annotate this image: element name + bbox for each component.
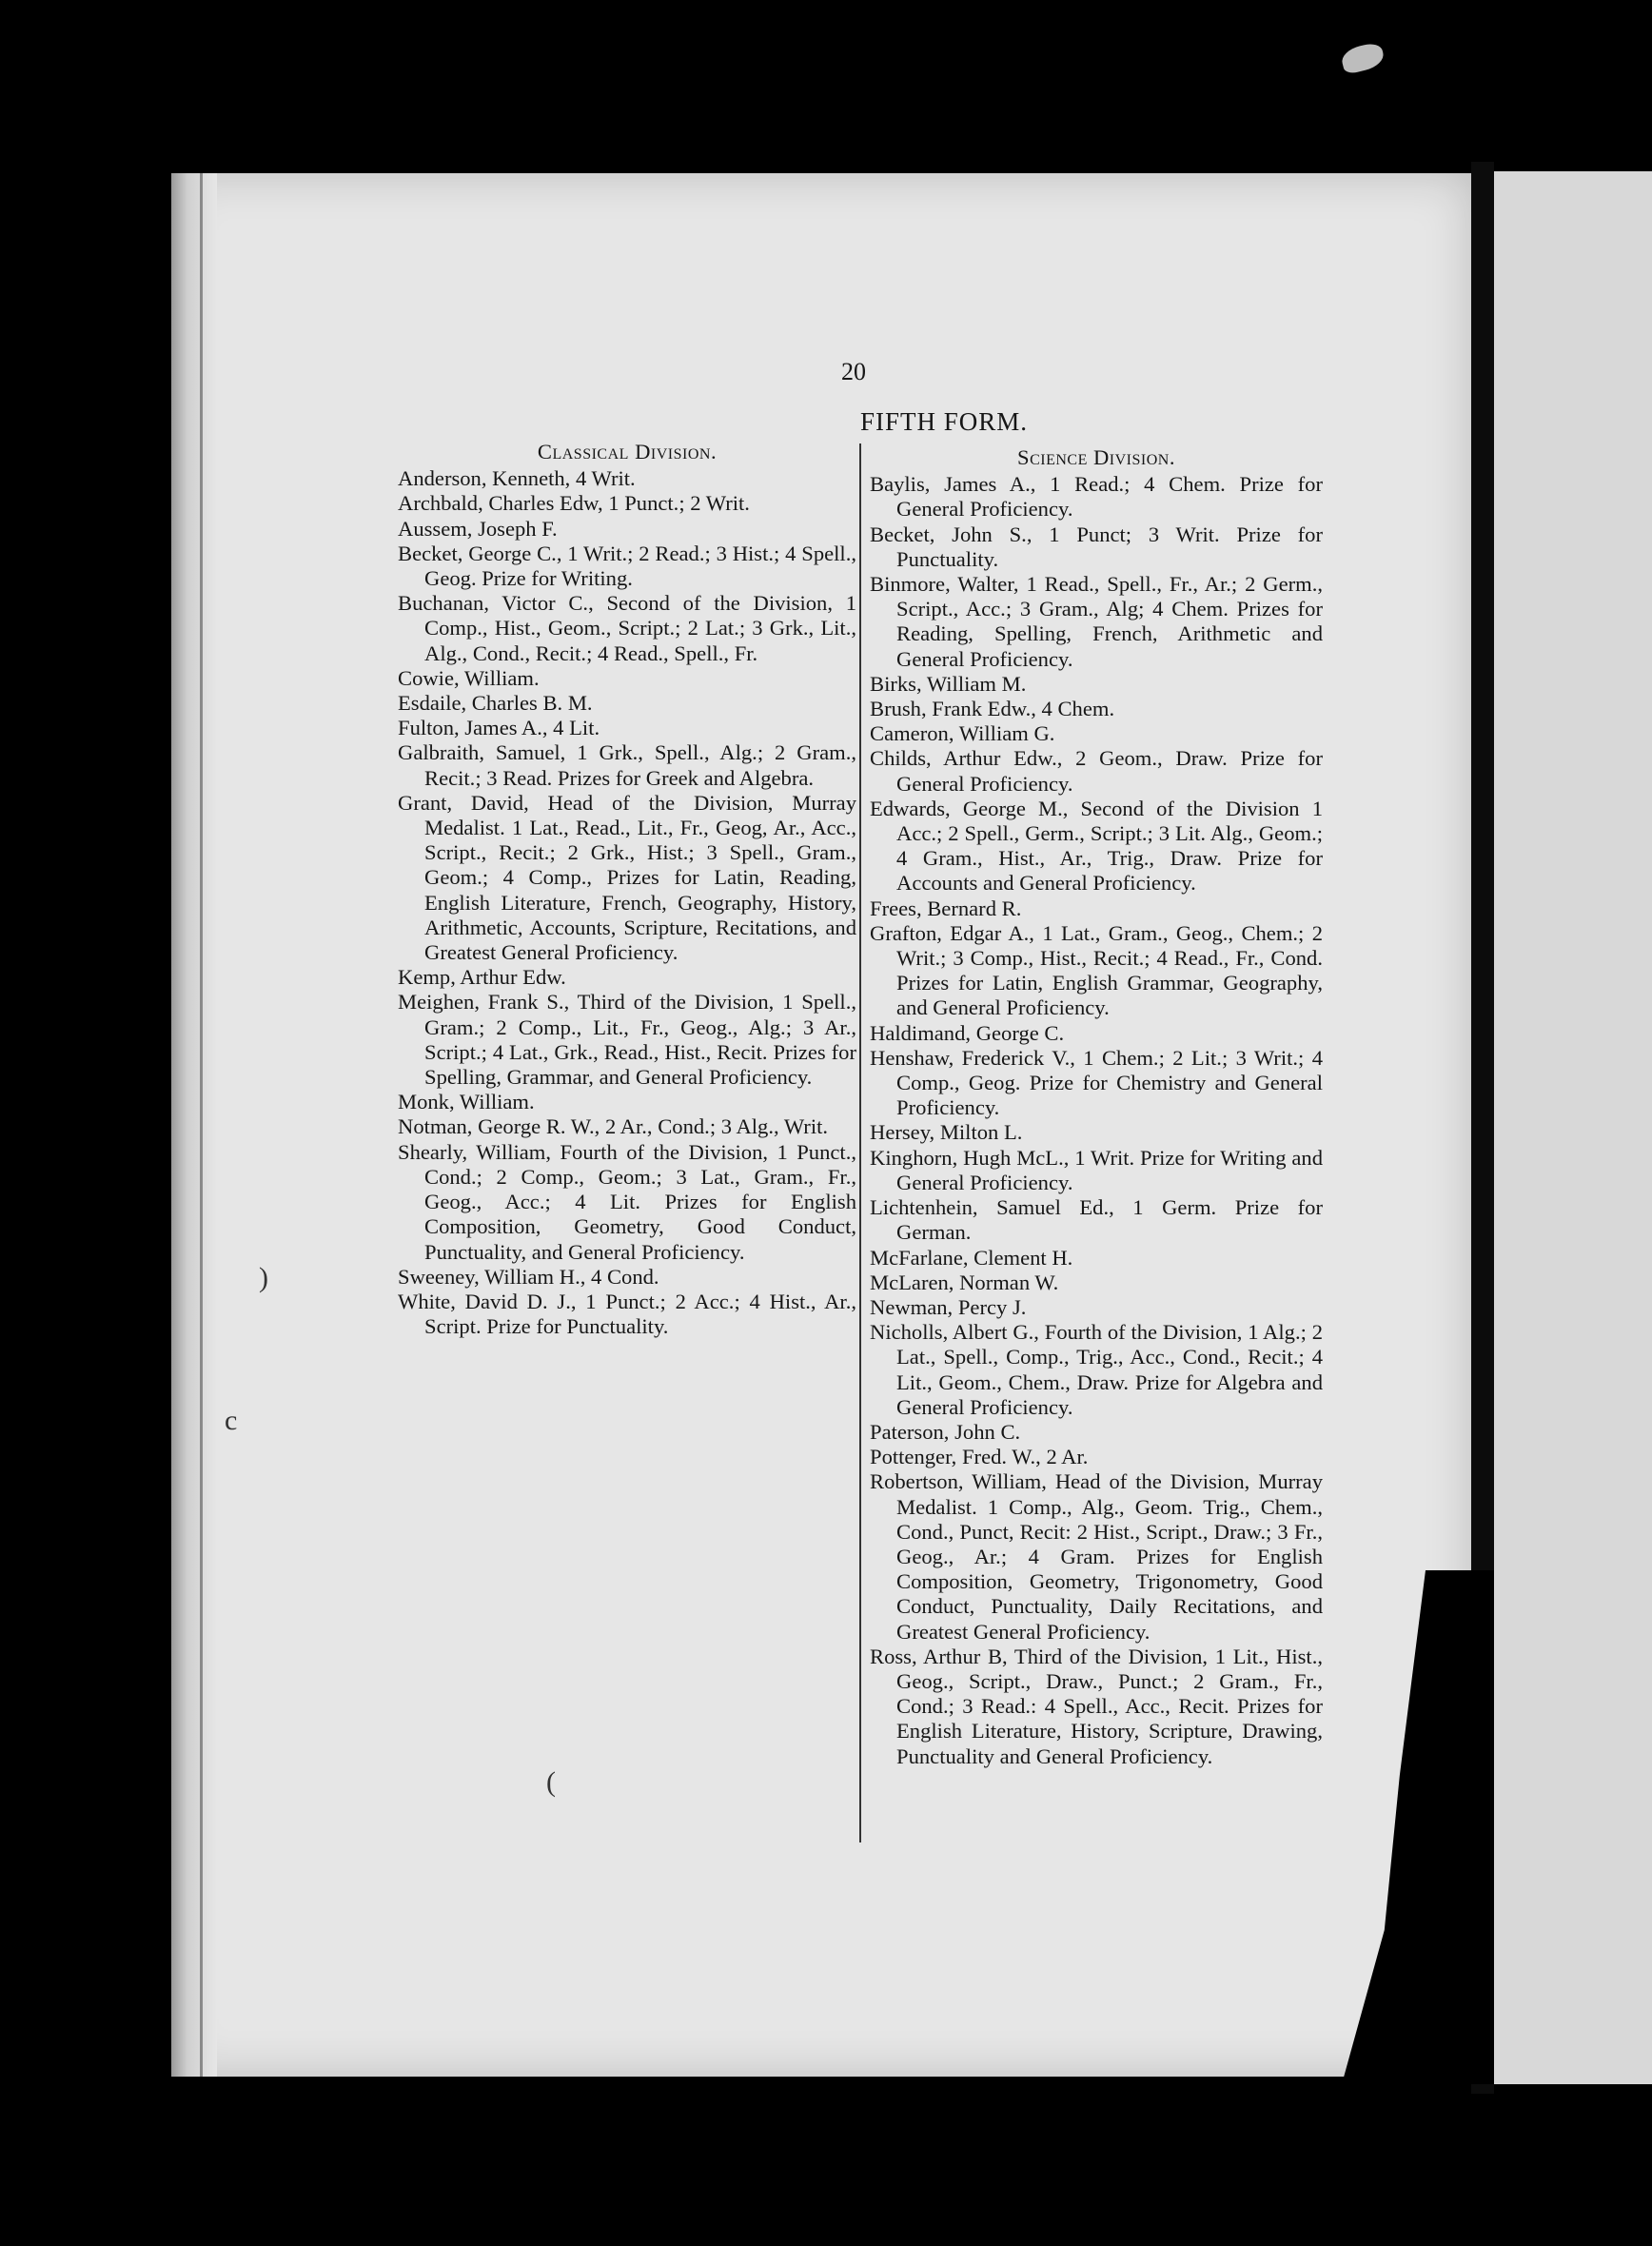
- list-item: Nicholls, Albert G., Fourth of the Division, 1 Alg.; 2 Lat., Spell., Comp., Trig., Acc., Cond., Recit.; 4 Lit., Geom., Chem., Draw. Prize for Algebra and General Proficiency.: [870, 1320, 1323, 1419]
- list-item: Lichtenhein, Samuel Ed., 1 Germ. Prize for German.: [870, 1195, 1323, 1245]
- list-item: Monk, William.: [398, 1090, 535, 1114]
- list-item: Aussem, Joseph F.: [398, 516, 558, 541]
- science-division-heading: Science Division.: [1017, 445, 1175, 469]
- list-item: Grant, David, Head of the Division, Murray Medalist. 1 Lat., Read., Lit., Fr., Geog, Ar., Acc., Script., Recit.; 2 Grk., Hist.; 3 Spell., Gram., Geom.; 4 Comp., Prizes for Latin, Reading, English Literature, French, Geography, History, Arithmetic, Accounts, Scripture, Recitations, and Greatest General Proficiency.: [398, 790, 856, 965]
- list-item: Notman, George R. W., 2 Ar., Cond.; 3 Alg., Writ.: [398, 1114, 829, 1139]
- list-item: Esdaile, Charles B. M.: [398, 691, 593, 716]
- list-item: Kinghorn, Hugh McL., 1 Writ. Prize for Writing and General Proficiency.: [870, 1145, 1323, 1194]
- list-item: Robertson, William, Head of the Division, Murray Medalist. 1 Comp., Alg., Geom. Trig., Chem., Cond., Punct, Recit: 2 Hist., Script., Draw.; 3 Fr., Geog., Ar.; 4 Gram. Prizes for English Composition, Geometry, Trigonometry, Good Conduct, Punctuality, Daily Recitations, and Greatest General Proficiency.: [870, 1469, 1323, 1644]
- list-item: Paterson, John C.: [870, 1419, 1021, 1444]
- list-item: Meighen, Frank S., Third of the Division, 1 Spell., Gram.; 2 Comp., Lit., Fr., Geog., Alg.; 3 Ar., Script.; 4 Lat., Grk., Read., Hist., Recit. Prizes for Spelling, Grammar, and General Proficiency.: [398, 990, 856, 1090]
- science-division-column: [870, 445, 1323, 1769]
- list-item: Shearly, William, Fourth of the Division, 1 Punct., Cond.; 2 Comp., Geom.; 3 Lat., Gram., Fr., Geog., Acc.; 4 Lit. Prizes for English Composition, Geometry, Good Conduct, Punctuality, and General Proficiency.: [398, 1139, 856, 1264]
- list-item: McLaren, Norman W.: [870, 1270, 1059, 1294]
- stray-pencil-mark: c: [225, 1405, 238, 1436]
- list-item: Childs, Arthur Edw., 2 Geom., Draw. Prize for General Proficiency.: [870, 746, 1323, 796]
- list-item: Anderson, Kenneth, 4 Writ.: [398, 466, 636, 491]
- list-item: Pottenger, Fred. W., 2 Ar.: [870, 1445, 1089, 1469]
- list-item: Fulton, James A., 4 Lit.: [398, 716, 600, 740]
- list-item: Buchanan, Victor C., Second of the Division, 1 Comp., Hist., Geom., Script.; 2 Lat.; 3 Grk., Lit., Alg., Cond., Recit.; 4 Read., Spell., Fr.: [398, 591, 856, 665]
- column-divider: [859, 443, 861, 1842]
- list-item: Sweeney, William H., 4 Cond.: [398, 1264, 659, 1289]
- classical-division-heading: Classical Division.: [537, 440, 718, 463]
- list-item: Binmore, Walter, 1 Read., Spell., Fr., Ar.; 2 Germ., Script., Acc.; 3 Gram., Alg; 4 Chem. Prizes for Reading, Spelling, French, Arithmetic and General Proficiency.: [870, 572, 1323, 671]
- list-item: Henshaw, Frederick V., 1 Chem.; 2 Lit.; 3 Writ.; 4 Comp., Geog. Prize for Chemistry and General Proficiency.: [870, 1045, 1323, 1120]
- list-item: Becket, John S., 1 Punct; 3 Writ. Prize for Punctuality.: [870, 522, 1323, 571]
- list-item: Birks, William M.: [870, 671, 1027, 696]
- list-item: Ross, Arthur B, Third of the Division, 1 Lit., Hist., Geog., Script., Draw., Punct.; 2 Gram., Fr., Cond.; 3 Read.: 4 Spell., Acc., Recit. Prizes for English Literature, History, Scripture, Drawing, Punctuality and General Proficiency.: [870, 1644, 1323, 1768]
- adjacent-page: [1490, 171, 1652, 2084]
- page-binding: [171, 173, 217, 2077]
- list-item: Kemp, Arthur Edw.: [398, 965, 566, 990]
- page-number: 20: [841, 358, 866, 385]
- list-item: McFarlane, Clement H.: [870, 1245, 1073, 1270]
- list-item: Hersey, Milton L.: [870, 1120, 1023, 1145]
- list-item: Grafton, Edgar A., 1 Lat., Gram., Geog., Chem.; 2 Writ.; 3 Comp., Hist., Recit.; 4 Read., Fr., Cond. Prizes for Latin, English Grammar, Geography, and General Proficiency.: [870, 920, 1323, 1020]
- list-item: Haldimand, George C.: [870, 1020, 1065, 1045]
- list-item: Archbald, Charles Edw, 1 Punct.; 2 Writ.: [398, 491, 750, 516]
- form-title: FIFTH FORM.: [859, 407, 1029, 436]
- list-item: Newman, Percy J.: [870, 1294, 1027, 1319]
- list-item: Baylis, James A., 1 Read.; 4 Chem. Prize for General Proficiency.: [870, 472, 1323, 522]
- stray-pencil-mark: ): [259, 1262, 268, 1293]
- list-item: Frees, Bernard R.: [870, 896, 1022, 920]
- list-item: Brush, Frank Edw., 4 Chem.: [870, 697, 1115, 721]
- classical-division-column: [398, 440, 856, 1339]
- list-item: Becket, George C., 1 Writ.; 2 Read.; 3 Hist.; 4 Spell., Geog. Prize for Writing.: [398, 541, 856, 591]
- stray-pencil-mark: (: [546, 1766, 556, 1798]
- list-item: White, David D. J., 1 Punct.; 2 Acc.; 4 Hist., Ar., Script. Prize for Punctuality.: [398, 1289, 856, 1339]
- scan-edge-mark: [1340, 41, 1386, 75]
- list-item: Edwards, George M., Second of the Division 1 Acc.; 2 Spell., Germ., Script.; 3 Lit. Alg., Geom.; 4 Gram., Hist., Ar., Trig., Draw. Prize for Accounts and General Proficiency.: [870, 796, 1323, 896]
- list-item: Cowie, William.: [398, 665, 540, 690]
- list-item: Cameron, William G.: [870, 721, 1055, 746]
- list-item: Galbraith, Samuel, 1 Grk., Spell., Alg.; 2 Gram., Recit.; 3 Read. Prizes for Greek and Algebra.: [398, 740, 856, 790]
